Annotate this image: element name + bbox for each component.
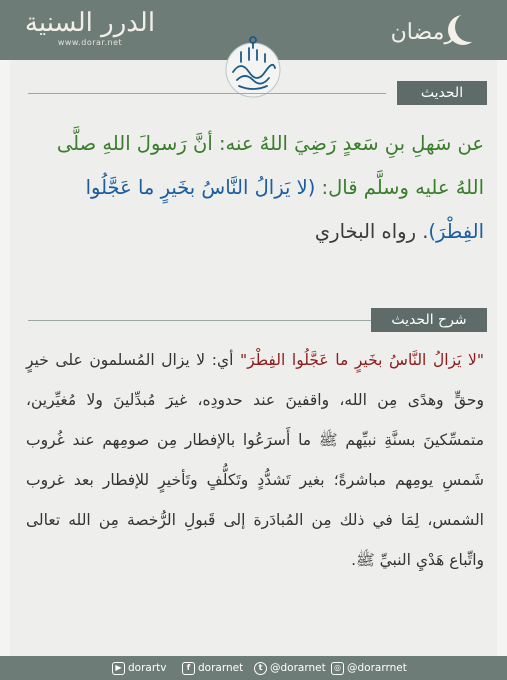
footer-bar xyxy=(0,656,507,680)
calligraphy-emblem-icon xyxy=(219,32,287,100)
youtube-icon: ▶ xyxy=(112,662,125,675)
ramadan-word: رمضان xyxy=(390,20,455,45)
brand-arabic: الدرر السنية xyxy=(24,8,156,38)
hadith-divider xyxy=(28,93,386,94)
crescent-icon xyxy=(455,12,485,42)
youtube-handle: dorartv xyxy=(128,662,167,674)
hadith-text xyxy=(26,122,484,254)
sharh-body: أي: لا يزال المُسلمون على خيرٍ وحقٍّ وهدًى مِن الله، واقفينَ عند حدودِه، غيرَ مُبدِّلينَ ولا مُغيِّرين، متمسِّكينَ بسنَّةِ نبيِّهم ﷺ ما أَسرَعُوا بالإفطار مِن صومِهم عند غُروب شَمسِ يومِهم مباشرةً؛ بغير تَشدُّدٍ وتَكلُّفٍ وتَأخيرٍ للإفطار بعد غروب الشمس، لِمَا في ذلك مِن المُبادَرة إلى قَبولِ الرُّخصة مِن الله تعالى واتِّباع هَدْيِ النبيِّ ﷺ. xyxy=(26,351,484,569)
sharh-divider xyxy=(28,320,376,321)
hadith-narration: عن سَهلِ بنِ سَعدٍ رَضِيَ اللهُ عنه: أنَّ رَسولَ اللهِ صلَّى اللهُ عليه وسلَّم قال: xyxy=(56,132,484,199)
sharh-text xyxy=(26,340,484,580)
twitter-link[interactable] xyxy=(254,660,326,676)
facebook-link[interactable] xyxy=(182,660,243,676)
youtube-link[interactable] xyxy=(112,660,167,676)
dorar-logo xyxy=(20,8,160,52)
ramadan-logo xyxy=(363,6,493,54)
sharh-quote: "لا يَزالُ النَّاسُ بخَيرٍ ما عَجَّلُوا الفِطْرَ" xyxy=(240,351,484,369)
hadith-source: . رواه البخاري xyxy=(314,220,429,243)
instagram-link[interactable] xyxy=(331,660,407,676)
hadith-quote: (لا يَزالُ النَّاسُ بخَيرٍ ما عَجَّلُوا الفِطْرَ) xyxy=(85,176,484,243)
twitter-icon: t xyxy=(254,662,267,675)
facebook-icon: f xyxy=(182,662,195,675)
instagram-handle: @dorarrnet xyxy=(347,662,407,674)
sharh-section-label: شرح الحديث xyxy=(371,308,487,332)
hadith-section-label: الحديث xyxy=(397,81,487,105)
brand-url: www.dorar.net xyxy=(57,38,123,47)
facebook-handle: dorarnet xyxy=(198,662,244,674)
instagram-icon: ◎ xyxy=(331,662,344,675)
twitter-handle: @dorarnet xyxy=(270,662,326,674)
